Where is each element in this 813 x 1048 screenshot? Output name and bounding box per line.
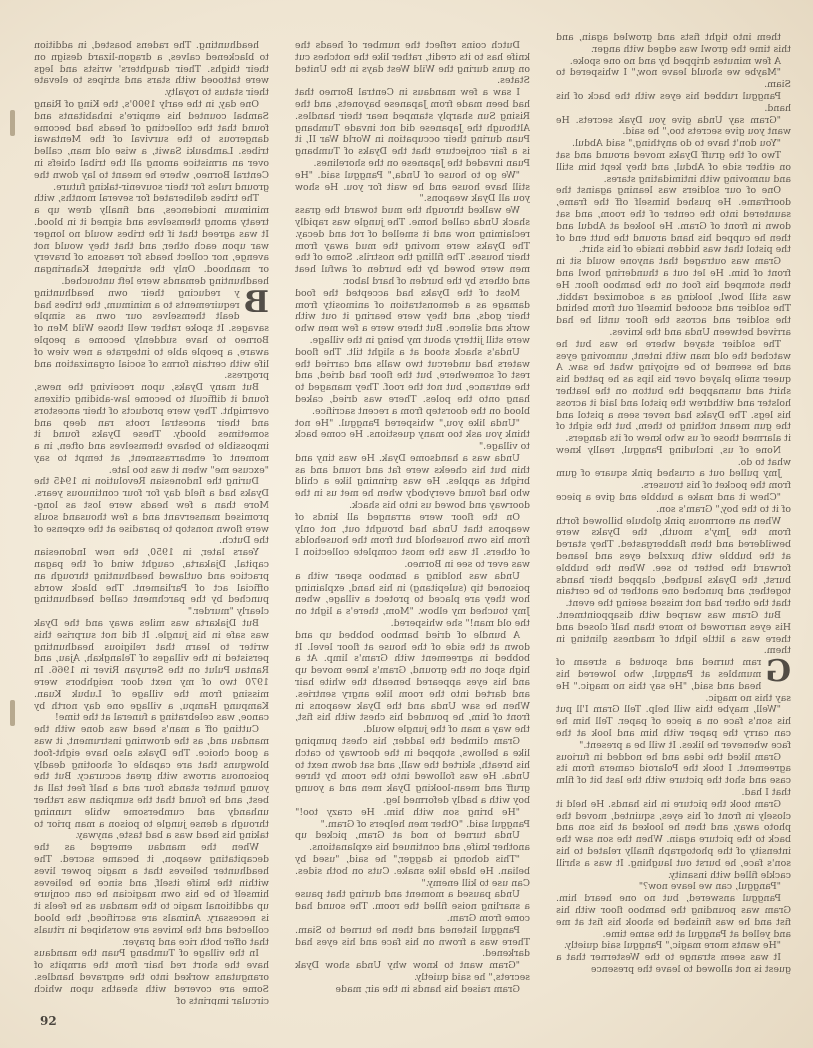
paragraph: "Panggul, can we leave now?" — [638, 881, 781, 893]
paragraph: "Gram say Unda give you Dyak secrets. He want you give secrets too," he said. — [556, 114, 791, 138]
paragraph: Gram took the picture in his hands. He held it closely in front of his eyes, squinted, moved the photo away, and then he looked at his son and back to the picture again. When the son saw the intensity of the photograph finally related to his son's face, he burst out laughing. It was a shrill cackle filled with insanity. — [556, 798, 791, 881]
paragraph: One of our soldiers was leaning against the doorframe. He pushed himself off the frame, sauntered into the center of the room, and sat down in front of Gram. He looked at Abdul and then he cupped his hand around the butt end of the pistol that was hidden inside of his shirt. — [556, 185, 791, 256]
paragraph: Panggul rubbed his eyes with the back of his hand. — [556, 90, 791, 114]
paragraph: "He bring son with him. He crazy too!" Panggul said. "Other men helpers of Gram." — [295, 806, 530, 830]
paragraph: The tribes deliberated for several months, with minimum incidences, and finally drew up a treaty among themselves and signed it in blood. It was agreed that if the tribes would no longer war upon each other, and that they would not avenge, nor collect heads for reasons of bravery or manhood. Only the stringent Kaharingan headhunting demands were left untouched. — [34, 193, 269, 287]
paragraph: But Gram was warped with disappointment. His eyes narrowed to more than half closed and there was a little light of madness glinting in them. — [556, 610, 791, 657]
paragraph: Panggul answered, but no one heard him. Gram was pounding the bamboo floor with his fist and he was finished he shook his fist at me and yelled at Panggul at the same time. — [556, 893, 791, 940]
paragraph: Two of the gruff Dyaks moved around and sat on either side of Abdul, and they kept him still and unmoving with intimidating stares. — [556, 149, 791, 185]
paragraph: Jmy pulled out a crushed pink square of gum from the pocket of his trousers. — [556, 468, 791, 492]
paragraph: During the Indonesian Revolution in 1945 the Dyaks had a field day for four continuous years. More than a few heads were lost as long-promised manservant and a few thousand souls were flown nonstop to paradise at the expense of the Dutch. — [34, 476, 269, 547]
paragraph: When an enormous pink globule billowed forth from the Jmy's mouth, the Dyaks were bewildered and then flabbergasted. They stared at the bubble with puzzled eyes and leaned forward the better to see. When the bubble burst, the Dyaks laughed, clapped their hands together, and punched one another to be certain that the other had not missed seeing the event. — [556, 515, 791, 610]
paragraph: It was seem strange to the Westerner that a guest is not allowed to leave the presence — [556, 952, 791, 975]
paragraph: "You don't have to do anything," said Abdul. — [571, 138, 781, 150]
paragraph: A few minutes dripped by and no one spoke. — [569, 55, 781, 67]
text-column-2 — [295, 40, 530, 1005]
paragraph: "Unda like you," whispered Panggul. "He not think you ask too many questions. He come back to village." — [295, 417, 530, 453]
paragraph: Unda was a handsome Dyak. He was tiny and thin but his cheeks were fat and round and as bright as apples. He was grinning like a child who had found everybody when he met us in the doorway and bowed us into his shack. — [295, 452, 530, 512]
paragraph: None of us, including Panggul, really knew what to do. — [556, 444, 791, 468]
paragraph: Gram climbed the ladder, his chest pumping like a bellows, stopped in the doorway to catch his breath, skirted the wall, and sat down next to Unda. He was followed into the room by three gruff and mean-looking Dyak men and a young boy with a badly deformed leg. — [295, 736, 530, 806]
paragraph: "This dohong is dagger," he said, "used by belian. He blade like snake. Cuts on both sides. Can use to kill enemy." — [295, 853, 530, 889]
dropcap-letter: B — [243, 284, 269, 320]
dropcap-text: ram turned and spouted a stream of mumbles at Panggul, who lowered his head and said, "He say this no magic." He say this no magic. — [556, 657, 791, 704]
paragraph: Cutting off a man's head was done with the mandau and, as the drowning instrument, it was a good choice. The Dyaks also have eight-foot blowguns that are capable of shooting deadly poisonous arrows with great accuracy. But the young hunter stands four and a half feet tall at best, and he found that the sumpitan was rather unhandy and cumbersome while running through a dense jungle to poison a man prior to taking his head was a bad taste, anyway. — [34, 724, 269, 842]
page-number: 92 — [40, 1014, 57, 1028]
paragraph: headhunting. The radens boasted, in addition to blackened calves, a dragon-lizard design on their thighs. Their daughters' wrists and legs were tattooed with stars and stripes to elevate their status to royalty. — [34, 40, 269, 99]
paragraph: Dutch coins reflect the number of heads the knife has to its credit, rather like the notches cut on guns during the Wild West days in the United States. — [295, 40, 530, 87]
paragraph: Gram raised his hands in the air, made — [335, 983, 520, 995]
paragraph: The soldier stayed where he was but he watched the old man with intent, unmoving eyes and he seemed to be enjoying what he saw. A queer smile played over his lips as he patted his shirt and unsnapped the button on the leather holster and withdrew the pistol and laid it across his legs. The Dyaks had never seen a pistol and the gun meant nothing to them, but the sight of it alarmed those of us who knew of its dangers. — [556, 338, 791, 445]
paragraph: I saw a few mandaus in Central Borneo that had been made from Japanese bayonets, and the Rising Sun sharply stamped near their handles. Although the Japanese did not invade Tumbang Puan during their occupation in World War II, it is a fair conjecture that the Dyaks of Tumbang Puan invaded the Japanese on the shorelines. — [295, 87, 530, 169]
paragraph: "Chew it and make a bubble and give a piece of it to the boy," Gram's son. — [556, 492, 791, 515]
paragraph: But many Dyaks, upon receiving the news, found it difficult to become law-abiding citizens overnight. They were products of their ancestors and their ancestral roots ran deep and sometimes bloody. These Dyaks found it impossible to behave themselves and often, in a moment of embarrassment, at tempt to say "excuse me" when it was too late. — [34, 382, 269, 476]
dropcap-letter: G — [765, 654, 791, 690]
paragraph: Most of the Dyaks had accepted the food damage as a demonstration of animosity from their gods, and they were bearing it out with work and silence. But there were a few men who were still jittery about my being in the village. — [295, 287, 530, 346]
paragraph: A bundle of dried bamboo bobbed up and down at the side of the house at floor level. It bobbed in agreement with Gram's limp. At a high spot on the ground, Gram's knee moved up and his eyes appeared beneath the white hair and darted into the room like angry sentries. When he saw Unda and the Dyak weapons in front of him, he pounded his chest with his fist, the way a man of the jungle would. — [295, 629, 530, 736]
paragraph: One day, in the early 1900's, the King of Riang Sambal counted his empire's inhabitants and found that the collecting of heads had become dangerous to the survival of the Mentawai tribes. Lambauki Sawit, a wise old man, called over an armistice among all the tribal chiefs in Central Borneo, where he meant to lay down the ground rules for their souvenir-taking future. — [34, 98, 269, 193]
paragraph: them into tight fists and growled again, and this time the growl was edged with anger. — [556, 32, 791, 55]
paragraph: "Gram want to know why Unda show Dyak secrets," he said quietly. — [295, 960, 530, 983]
paragraph: Unda's shack stood at a slight tilt. The flood waters had undercut two walls and carried the rest of somewhere, but the floor had dried, and the entrance, but not the roof. They managed to hang onto the poles. There was dried, caked blood on the doorstep from a recent sacrifice. — [295, 346, 530, 417]
paragraph: "Well, maybe this will help. Tell Gram I'll put his son's face on a piece of paper. Tell him he can carry the paper with him and look at the face whenever he likes. It will be a present." — [556, 704, 791, 751]
dropcap-paragraph — [34, 284, 269, 382]
paragraph: We walked through the mud toward the grass shack Unda called home. The jungle was rapidly reclaiming now and it smelled of rot and decay. The Dyaks were moving the mud away from their houses. The filling the nostrils. Some of the men were bowed by the burden of awful heat and others by the burden of hard labor. — [295, 205, 530, 287]
paragraph: In the village of Tumbang Puan the mandaus have the short red hair from the armpits of orangutans worked into the engraved handles. Some are covered with sheaths upon which circular imprints of — [34, 948, 269, 1005]
paragraph: When the mandau emerged as the decapitating weapon, it became sacred. The headhunter believes that a magic power lives within the knife itself, and since he believes himself to be his own magician he can conjure up additional magic to the mandau as he feels it is necessary. Animals are sacrificed, the blood collected and the knives are worshiped in rituals that offer both rice and prayer. — [34, 842, 269, 948]
paragraph: Unda was holding a bamboo spear with a poisoned tip (sulepitang) in his hand, explaining how they are placed to protect a village, when Jmy touched my elbow. "Mom, there's a light on the old man!" she whispered. — [295, 570, 530, 630]
paragraph: On the floor were arranged all kinds of weapons that Unda had brought out, not only from his own household but from the households of others. It was the most complete collection I was ever to see in Borneo. — [295, 511, 530, 571]
paragraph: Gram liked the idea and he nodded in furious agreement. I took the Polaroid camera from its case and shot the picture with the last bit of film that I had. — [556, 751, 791, 798]
paragraph: "He wants more magic," Panggul said quietly. — [563, 940, 781, 952]
text-column-1 — [34, 40, 269, 1005]
paragraph: Unda turned to nod at Gram, picked up another knife, and continued his explanations. — [295, 830, 530, 854]
paragraph: Gram was outraged that anyone would sit in front of him. He let out a thundering howl and then stomped his foot on the bamboo floor. He was still bowl, looking as a sodomized rabbit. The soldier and scooted himself out from behind the soldier and across the floor until he had arrived between Unda and the knives. — [556, 256, 791, 338]
paragraph: "We go to house of Unda," Panggul said. "He still have house and he wait for you. He show you all Dyak weapons." — [295, 169, 530, 205]
dropcap-paragraph — [556, 654, 791, 704]
paragraph: Unda paused a moment and during that pause a snarling noise filled the room. The sound had come from Gram. — [295, 889, 530, 924]
paragraph: Panggul listened and then he turned to Siam. There was a frown on his face and his eyes had darkened. — [295, 924, 530, 960]
text-column-3 — [556, 32, 791, 997]
paragraph: "Maybe we should leave now," I whispered to Siam. — [556, 67, 791, 91]
paragraph: But Djakarta was miles away and the Dyak was safe in his jungle. It did not surprise this writer to learn that religious headhunting persisted in the villages of Telangkah, Ajau, and Rantau Pulut on the Seruyan River in 1966. In 1970 two of my next door neighbors were missing from the village of Lubuk Kuan. Kampung Hampu, a village one day north by canoe, was celebrating a funeral at the time! — [34, 618, 269, 724]
paragraph: Years later, in 1950, the new Indonesian capital, Djakarta, caught wind of the pagan practice and outlawed headhunting through an official act of Parliament. The black words punched by the parchment called headhunting clearly "murder." — [34, 547, 269, 618]
dropcap-text: y reducing their own headhunting requirements to a minimum, the tribes had dealt themselves our own as simple savages. It spoke rather well those Wild Men of Borneo to have suddenly become a people aware, a people able to integrate a new view of life with certain forms of social organization and progress. — [34, 287, 269, 382]
